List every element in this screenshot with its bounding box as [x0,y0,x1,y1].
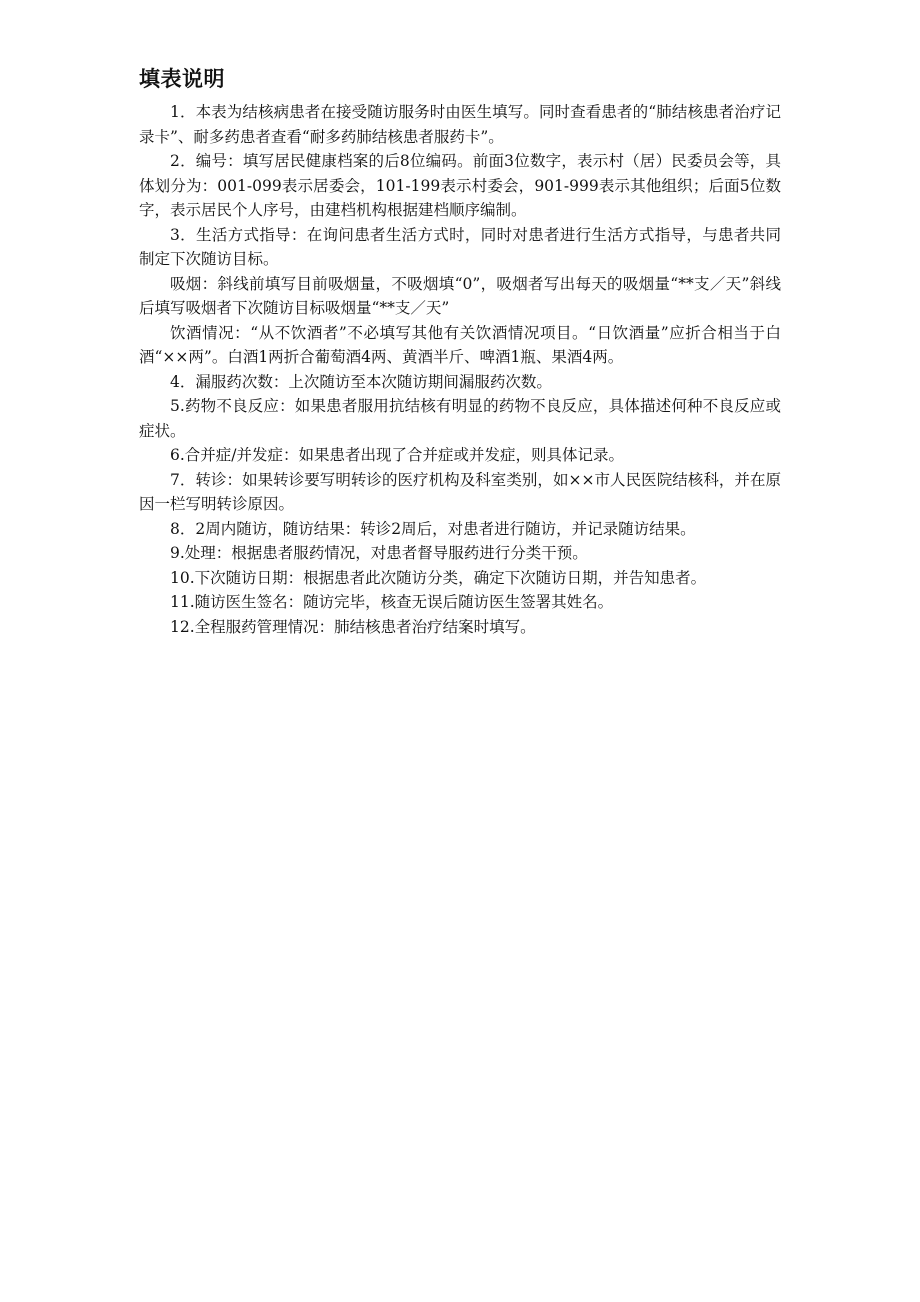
instruction-paragraph-1: 1．本表为结核病患者在接受随访服务时由医生填写。同时查看患者的“肺结核患者治疗记录卡”、耐多药患者查看“耐多药肺结核患者服药卡”。 [139,103,781,146]
instruction-paragraph-4: 4．漏服药次数：上次随访至本次随访期间漏服药次数。 [170,372,552,391]
instruction-paragraph-6: 6.合并症/并发症：如果患者出现了合并症或并发症，则具体记录。 [170,446,625,464]
instruction-paragraph-3: 3．生活方式指导：在询问患者生活方式时，同时对患者进行生活方式指导，与患者共同制定下次随访目标。 [139,225,781,268]
instruction-paragraph-2: 2．编号：填写居民健康档案的后8位编码。前面3位数字，表示村（居）民委员会等，具体划分为：001-099表示居委会，101-199表示村委会，901-999表示其他组织；后面5位数字，表示居民个人序号，由建档机构根据建档顺序编制。 [139,152,781,219]
instruction-drinking: 饮酒情况：“从不饮酒者”不必填写其他有关饮酒情况项目。“日饮酒量”应折合相当于白酒“××两”。白酒1两折合葡萄酒4两、黄酒半斤、啤酒1瓶、果酒4两。 [139,323,781,366]
instruction-paragraph-7: 7．转诊：如果转诊要写明转诊的医疗机构及科室类别，如××市人民医院结核科，并在原因一栏写明转诊原因。 [139,470,781,513]
instruction-paragraph-5: 5.药物不良反应：如果患者服用抗结核有明显的药物不良反应，具体描述何种不良反应或症状。 [139,397,781,440]
instruction-paragraph-10: 10.下次随访日期：根据患者此次随访分类，确定下次随访日期，并告知患者。 [170,568,707,587]
instructions-section [139,64,781,639]
instruction-paragraph-8: 8．2周内随访，随访结果：转诊2周后，对患者进行随访，并记录随访结果。 [170,519,696,538]
instruction-paragraph-12: 12.全程服药管理情况：肺结核患者治疗结案时填写。 [170,617,536,636]
instruction-smoking: 吸烟：斜线前填写目前吸烟量，不吸烟填“0”，吸烟者写出每天的吸烟量“**支／天”斜线后填写吸烟者下次随访目标吸烟量“**支／天” [139,274,781,317]
instruction-paragraph-9: 9.处理：根据患者服药情况，对患者督导服药进行分类干预。 [170,544,588,562]
page-title: 填表说明 [139,67,225,91]
instruction-paragraph-11: 11.随访医生签名：随访完毕，核查无误后随访医生签署其姓名。 [170,593,614,611]
